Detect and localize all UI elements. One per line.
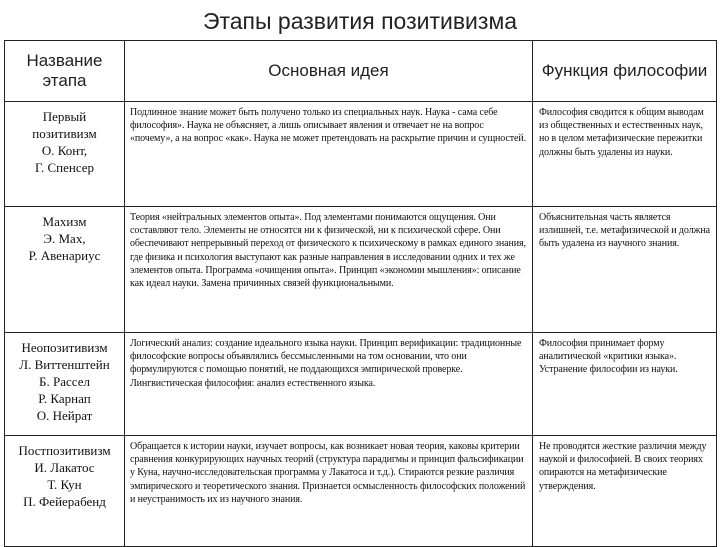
stage-name-line: Т. Кун bbox=[47, 477, 82, 492]
stage-name-line: И. Лакатос bbox=[34, 460, 95, 475]
stage-name-line: О. Конт, bbox=[41, 143, 88, 158]
function-cell: Философия сводится к общим выводам из общественных и естественных наук, но в целом метафизические пережитки должны быть удалены из науки. bbox=[533, 102, 717, 207]
stage-name-cell bbox=[5, 333, 125, 436]
stage-name-line: Э. Мах, bbox=[43, 231, 86, 246]
stage-name-line: Р. Авенариус bbox=[28, 248, 101, 263]
header-row bbox=[5, 41, 717, 102]
table-row bbox=[5, 102, 717, 207]
table-row bbox=[5, 436, 717, 547]
function-cell: Не проводятся жесткие различия между наукой и философией. В своих теориях опираются на метафизические утверждения. bbox=[533, 436, 717, 547]
stage-name-line: Г. Спенсер bbox=[34, 160, 95, 175]
stage-name-cell bbox=[5, 102, 125, 207]
stage-name-line: Л. Виттенштейн bbox=[19, 357, 110, 372]
stage-name-cell bbox=[5, 207, 125, 333]
main-idea-cell: Логический анализ: создание идеального языка науки. Принцип верификации: традиционные философские вопросы объявлялись бессмысленными на том основании, что они формулируются с помощью понятий, не поддающихся эмпирической проверке. Лингвистическая философия: анализ естественного языка. bbox=[125, 333, 533, 436]
main-idea-cell: Подлинное знание может быть получено только из специальных наук. Наука - сама себе философия». Наука не объясняет, а лишь описывает явления и отвечает не на вопрос «почему», а на вопрос «как». Наука не может претендовать на раскрытие причин и сущностей. bbox=[125, 102, 533, 207]
table-row bbox=[5, 207, 717, 333]
stage-name-line: Махизм bbox=[42, 214, 87, 229]
function-cell: Объяснительная часть является излишней, т.е. метафизической и должна быть удалена из научного знания. bbox=[533, 207, 717, 333]
stage-name-line: Р. Карнап bbox=[38, 391, 91, 406]
header-stage-name: Название этапа bbox=[5, 41, 125, 102]
stage-name-line: Постпозитивизм bbox=[18, 443, 111, 458]
positivism-table bbox=[4, 40, 717, 547]
stage-name-line: Б. Рассел bbox=[39, 374, 90, 389]
stage-name-line: О. Нейрат bbox=[36, 408, 93, 423]
main-idea-cell: Обращается к истории науки, изучает вопросы, как возникает новая теория, каковы критерии сравнения конкурирующих научных теорий (структура парадигмы и принцип фальсификации у Куна, научно-исследовательская программа у Лакатоса и т.д.). Стираются резкие различия эмпирического и теоретического знания. Признается осмысленность философских положений и неустранимость их из научного знания. bbox=[125, 436, 533, 547]
header-philosophy-function: Функция философии bbox=[533, 41, 717, 102]
stage-name-line: позитивизм bbox=[32, 126, 97, 141]
stage-name-line: П. Фейерабенд bbox=[23, 494, 106, 509]
page-title: Этапы развития позитивизма bbox=[202, 8, 518, 34]
main-idea-cell: Теория «нейтральных элементов опыта». Под элементами понимаются ощущения. Они составляют тело. Элементы не относятся ни к физической, ни к психической сфере. Они обеспечивают непрерывный переход от физического к психическому в рамках единого знания, где физика и психология выступают как разные направления в исследовании одних и тех же элементов опыта. Программа «очищения опыта». Принцип «экономии мышления»: описание как идеал науки. Замена причинных связей функциональными. bbox=[125, 207, 533, 333]
table-row bbox=[5, 333, 717, 436]
stage-name-line: Неопозитивизм bbox=[21, 340, 108, 355]
header-main-idea: Основная идея bbox=[125, 41, 533, 102]
stage-name-line: Первый bbox=[42, 109, 87, 124]
stage-name-cell bbox=[5, 436, 125, 547]
function-cell: Философия принимает форму аналитической «критики языка». Устранение философии из науки. bbox=[533, 333, 717, 436]
